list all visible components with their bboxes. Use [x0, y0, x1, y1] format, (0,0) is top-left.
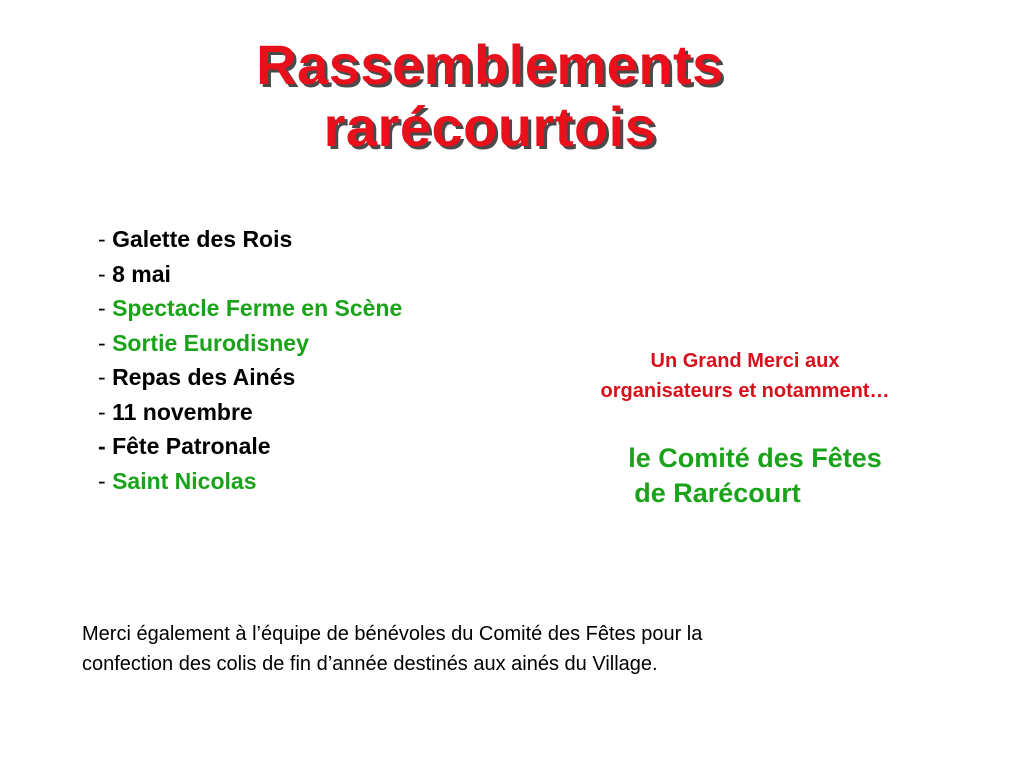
- thanks-message: [530, 346, 960, 406]
- event-item-saint-nicolas: [98, 464, 402, 499]
- title-line-1: Rassemblements: [256, 33, 724, 96]
- event-item-eurodisney: [98, 326, 402, 361]
- event-label: 11 novembre: [112, 398, 253, 425]
- list-dash: -: [98, 433, 113, 459]
- list-dash: -: [98, 364, 113, 390]
- list-dash: -: [98, 398, 113, 425]
- event-label: Spectacle Ferme en Scène: [112, 295, 403, 321]
- event-label: Galette des Rois: [112, 226, 293, 252]
- footer-line-1: Merci également à l’équipe de bénévoles du Comité des Fêtes pour la: [82, 623, 703, 645]
- comite-line-1: le Comité des Fêtes: [628, 443, 882, 473]
- list-dash: -: [98, 329, 113, 356]
- title-line-2: rarécourtois: [323, 95, 657, 158]
- comite-line-2: de Rarécourt: [634, 478, 801, 508]
- event-label: 8 mai: [112, 260, 171, 287]
- thanks-line-1: Un Grand Merci aux: [650, 350, 840, 372]
- event-item-spectacle: [98, 291, 402, 326]
- list-dash: -: [98, 226, 113, 252]
- event-item-fete-patronale: [98, 429, 402, 464]
- event-label: Saint Nicolas: [112, 467, 257, 494]
- event-label: Sortie Eurodisney: [112, 329, 309, 356]
- event-label: Fête Patronale: [112, 433, 271, 459]
- event-item-11-novembre: [98, 395, 402, 430]
- event-item-8-mai: [98, 257, 402, 292]
- list-dash: -: [98, 260, 113, 287]
- thanks-line-2: organisateurs et notamment…: [600, 380, 890, 402]
- event-label: Repas des Ainés: [112, 364, 296, 390]
- list-dash: -: [98, 467, 113, 494]
- comite-name: [540, 441, 970, 511]
- events-list: [98, 222, 402, 498]
- slide-title: [0, 34, 980, 158]
- event-item-galette: [98, 222, 402, 257]
- footer-line-2: confection des colis de fin d’année destinés aux ainés du Village.: [82, 653, 658, 675]
- event-item-repas: [98, 360, 402, 395]
- list-dash: -: [98, 295, 113, 321]
- footer-note: [82, 619, 962, 679]
